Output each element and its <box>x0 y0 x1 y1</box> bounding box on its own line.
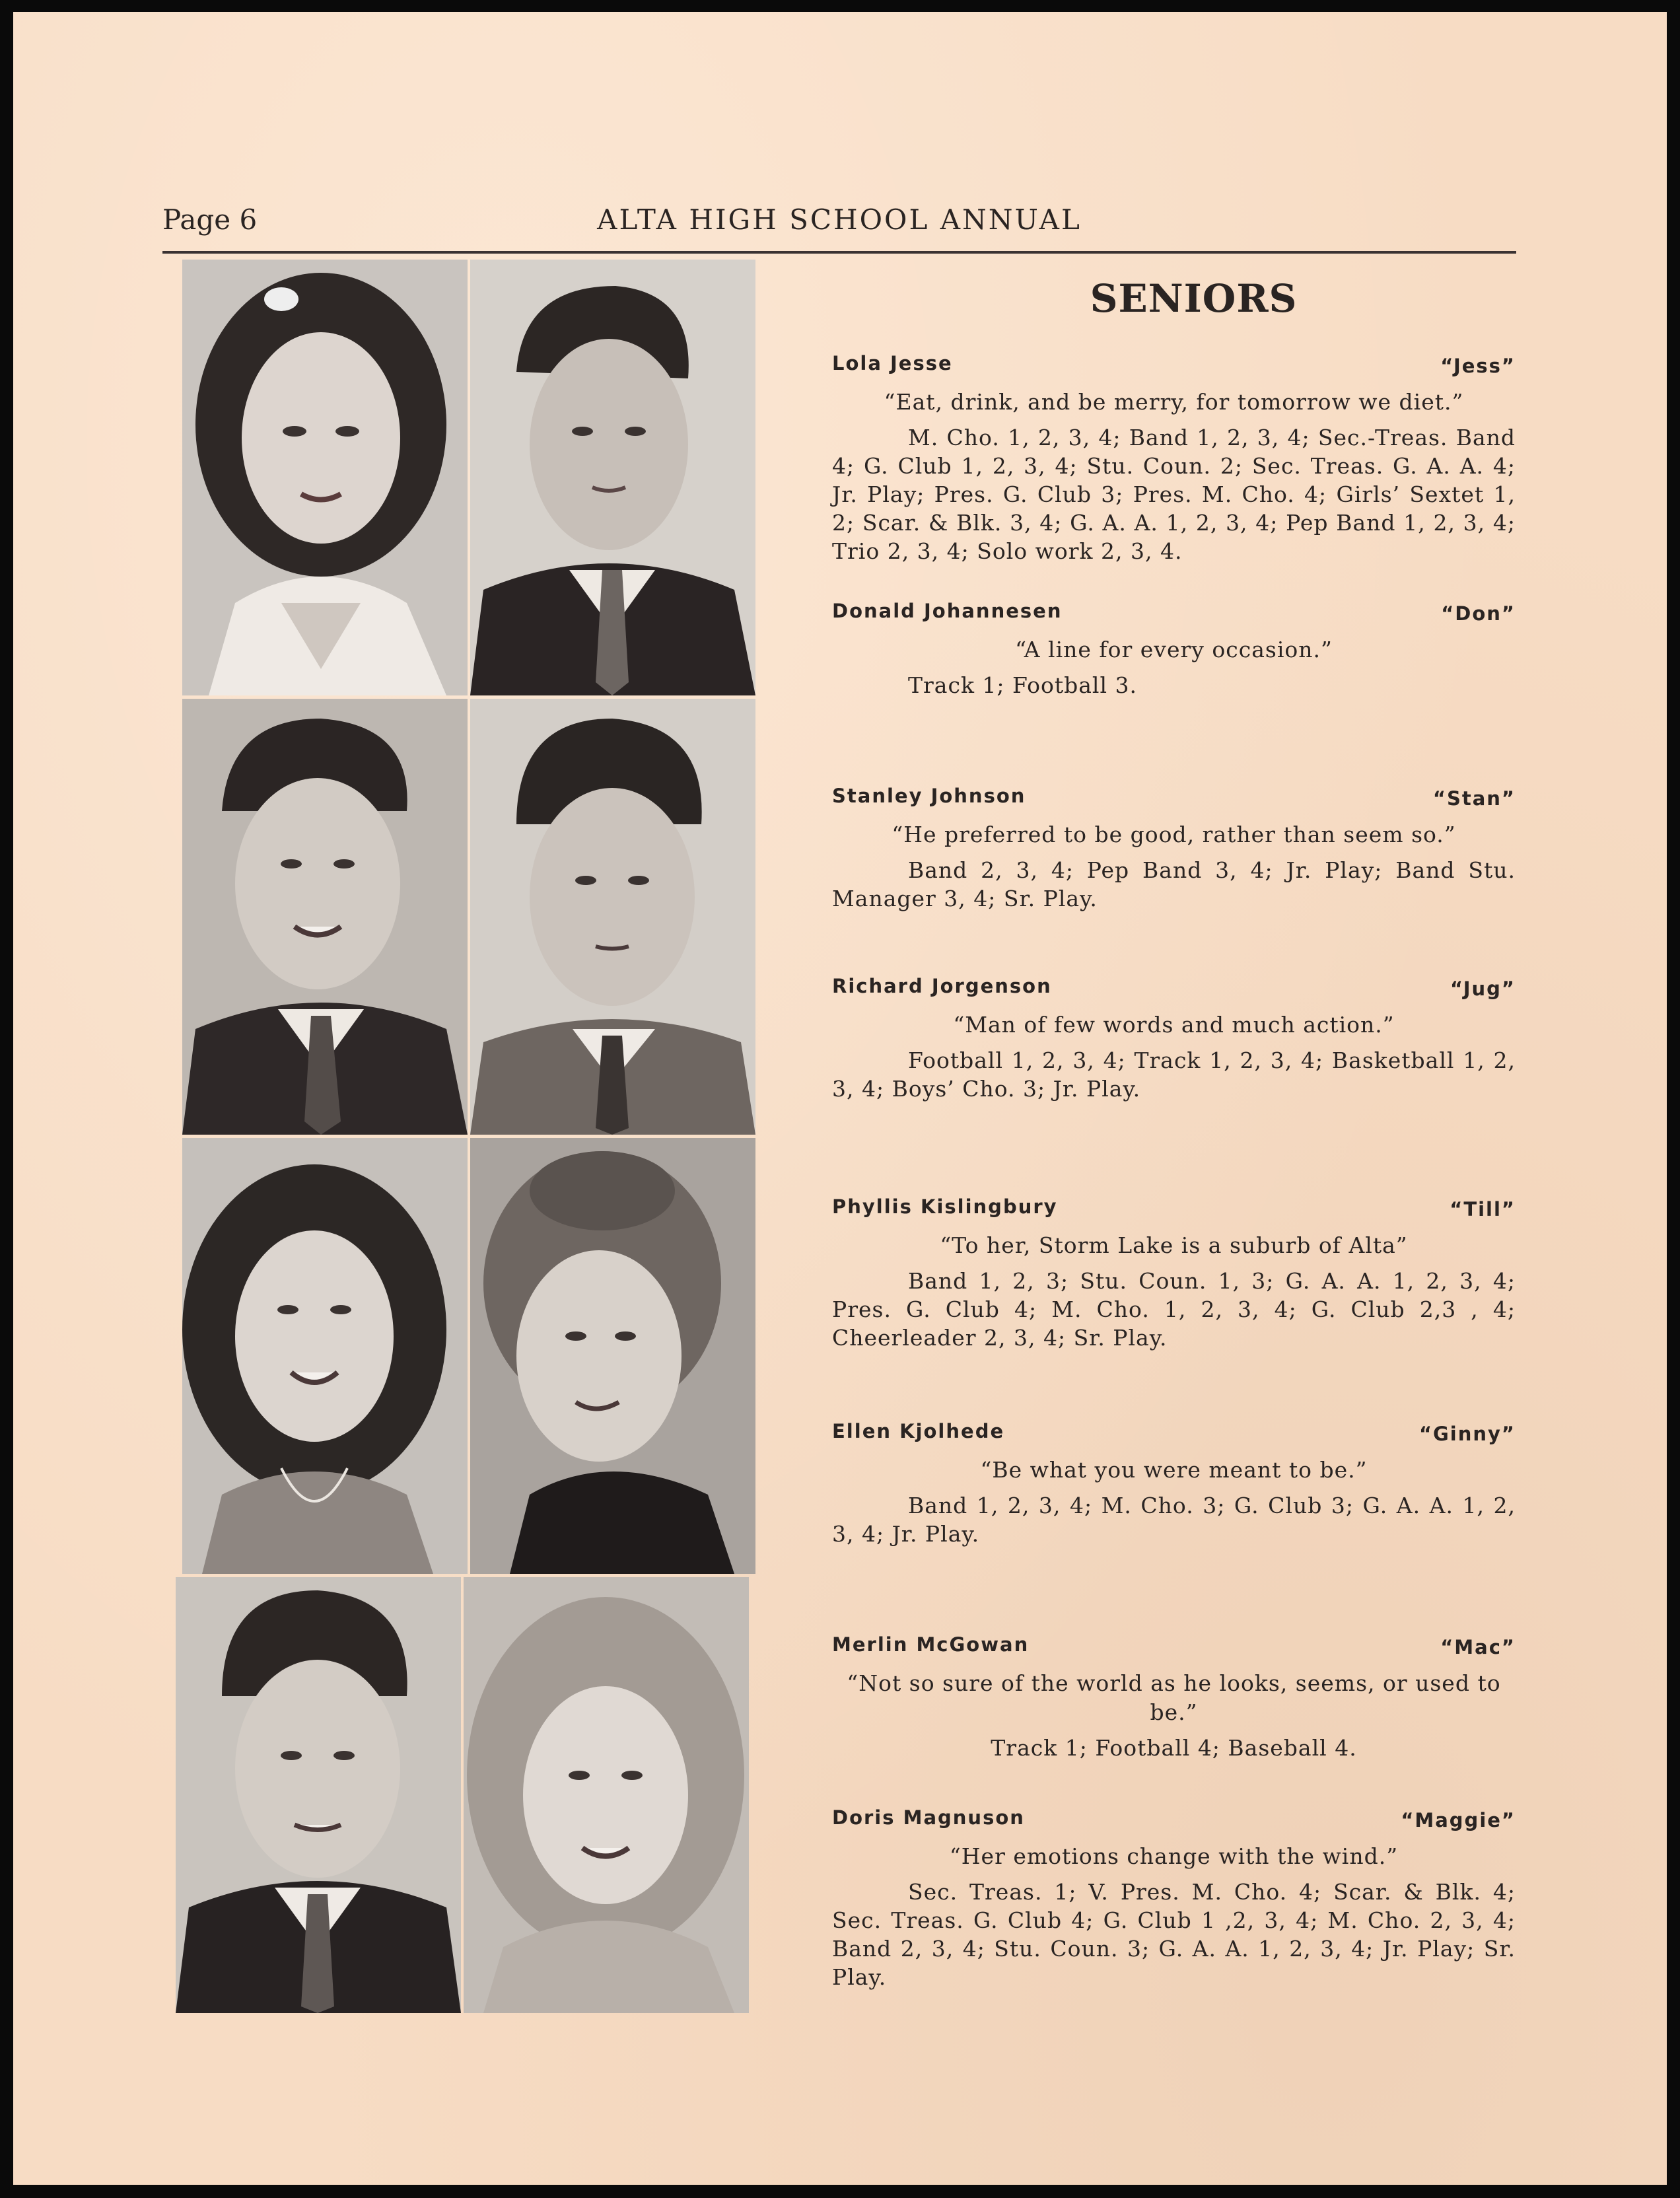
name-row <box>832 975 1516 1007</box>
senior-name: Richard Jorgenson <box>832 975 1052 997</box>
portrait-grid <box>162 260 755 2019</box>
senior-name: Lola Jesse <box>832 352 953 374</box>
yearbook-page <box>13 12 1667 2185</box>
senior-quote: “Not so sure of the world as he looks, seems, or used to be.” <box>847 1670 1501 1725</box>
name-row <box>832 352 1516 384</box>
senior-quote: “He preferred to be good, rather than seem so.” <box>892 822 1456 847</box>
senior-entry <box>832 1195 1516 1352</box>
senior-nickname: “Stan” <box>1432 787 1516 810</box>
portrait-photo-phyllis-kislingbury <box>182 1138 468 1574</box>
senior-activities: M. Cho. 1, 2, 3, 4; Band 1, 2, 3, 4; Sec.-Treas. Band 4; G. Club 1, 2, 3, 4; Stu. Coun. 2; Sec. Treas. G. A. A. 4; Jr. Play; Pres. G. Club 3; Pres. M. Cho. 4; Girls’ Sextet 1, 2; Scar. & Blk. 3, 4; G. A. A. 1, 2, 3, 4; Pep Band 1, 2, 3, 4; Trio 2, 3, 4; Solo work 2, 3, 4. <box>832 425 1516 564</box>
senior-activities: Sec. Treas. 1; V. Pres. M. Cho. 4; Scar. & Blk. 4; Sec. Treas. G. Club 4; G. Club 1 ,2, 3, 4; M. Cho. 2, 3, 4; Band 2, 3, 4; Stu. Coun. 3; G. A. A. 1, 2, 3, 4; Jr. Play; Sr. Play. <box>832 1879 1516 1990</box>
senior-nickname: “Mac” <box>1440 1636 1516 1658</box>
name-row <box>832 1420 1516 1452</box>
senior-quote: “A line for every occasion.” <box>1015 637 1333 662</box>
page-header <box>162 203 1516 254</box>
page-number: Page 6 <box>162 203 258 236</box>
name-row <box>832 1806 1516 1838</box>
senior-name: Donald Johannesen <box>832 600 1063 622</box>
senior-name: Doris Magnuson <box>832 1806 1025 1829</box>
senior-entry <box>832 1806 1516 1991</box>
senior-activities: Band 1, 2, 3, 4; M. Cho. 3; G. Club 3; G. A. A. 1, 2, 3, 4; Jr. Play. <box>832 1493 1516 1547</box>
name-row <box>832 1195 1516 1227</box>
senior-quote: “Man of few words and much action.” <box>953 1012 1395 1038</box>
portrait-photo-merlin-mcgowan <box>176 1577 461 2013</box>
name-row <box>832 785 1516 816</box>
portrait-photo-ellen-kjolhede <box>470 1138 755 1574</box>
senior-quote: “Be what you were meant to be.” <box>980 1457 1368 1483</box>
senior-entry <box>832 785 1516 913</box>
senior-activities: Band 2, 3, 4; Pep Band 3, 4; Jr. Play; Band Stu. Manager 3, 4; Sr. Play. <box>832 857 1516 911</box>
senior-bios <box>832 276 1516 1990</box>
senior-entry <box>832 352 1516 565</box>
senior-entry <box>832 1420 1516 1548</box>
portrait-photo-donald-johannesen <box>470 260 755 695</box>
running-title: ALTA HIGH SCHOOL ANNUAL <box>597 203 1082 236</box>
senior-quote: “To her, Storm Lake is a suburb of Alta” <box>940 1232 1408 1258</box>
portrait-photo-lola-jesse <box>182 260 468 695</box>
senior-entry <box>832 1633 1516 1762</box>
senior-quote: “Her emotions change with the wind.” <box>949 1843 1399 1869</box>
senior-nickname: “Till” <box>1450 1198 1516 1221</box>
portrait-photo-richard-jorgenson <box>470 699 755 1135</box>
senior-name: Stanley Johnson <box>832 785 1026 807</box>
senior-nickname: “Don” <box>1441 602 1516 625</box>
senior-entry <box>832 600 1516 699</box>
senior-nickname: “Jess” <box>1440 355 1516 377</box>
name-row <box>832 1633 1516 1665</box>
senior-nickname: “Ginny” <box>1418 1423 1516 1445</box>
section-title: SENIORS <box>1090 276 1298 321</box>
senior-activities: Band 1, 2, 3; Stu. Coun. 1, 3; G. A. A. 1, 2, 3, 4; Pres. G. Club 4; M. Cho. 1, 2, 3, 4; G. Club 2,3 , 4; Cheerleader 2, 3, 4; Sr. Play. <box>832 1268 1516 1351</box>
senior-name: Phyllis Kislingbury <box>832 1195 1058 1218</box>
senior-entry <box>832 975 1516 1103</box>
senior-nickname: “Maggie” <box>1401 1809 1516 1831</box>
name-row <box>832 600 1516 631</box>
senior-name: Merlin McGowan <box>832 1633 1030 1656</box>
portrait-photo-stanley-johnson <box>182 699 468 1135</box>
senior-quote: “Eat, drink, and be merry, for tomorrow we diet.” <box>884 389 1464 415</box>
senior-activities: Football 1, 2, 3, 4; Track 1, 2, 3, 4; Basketball 1, 2, 3, 4; Boys’ Cho. 3; Jr. Play. <box>832 1047 1516 1102</box>
senior-name: Ellen Kjolhede <box>832 1420 1005 1442</box>
portrait-photo-doris-magnuson <box>464 1577 749 2013</box>
senior-activities: Track 1; Football 3. <box>908 672 1138 698</box>
senior-activities: Track 1; Football 4; Baseball 4. <box>991 1735 1357 1761</box>
senior-nickname: “Jug” <box>1450 977 1516 1000</box>
